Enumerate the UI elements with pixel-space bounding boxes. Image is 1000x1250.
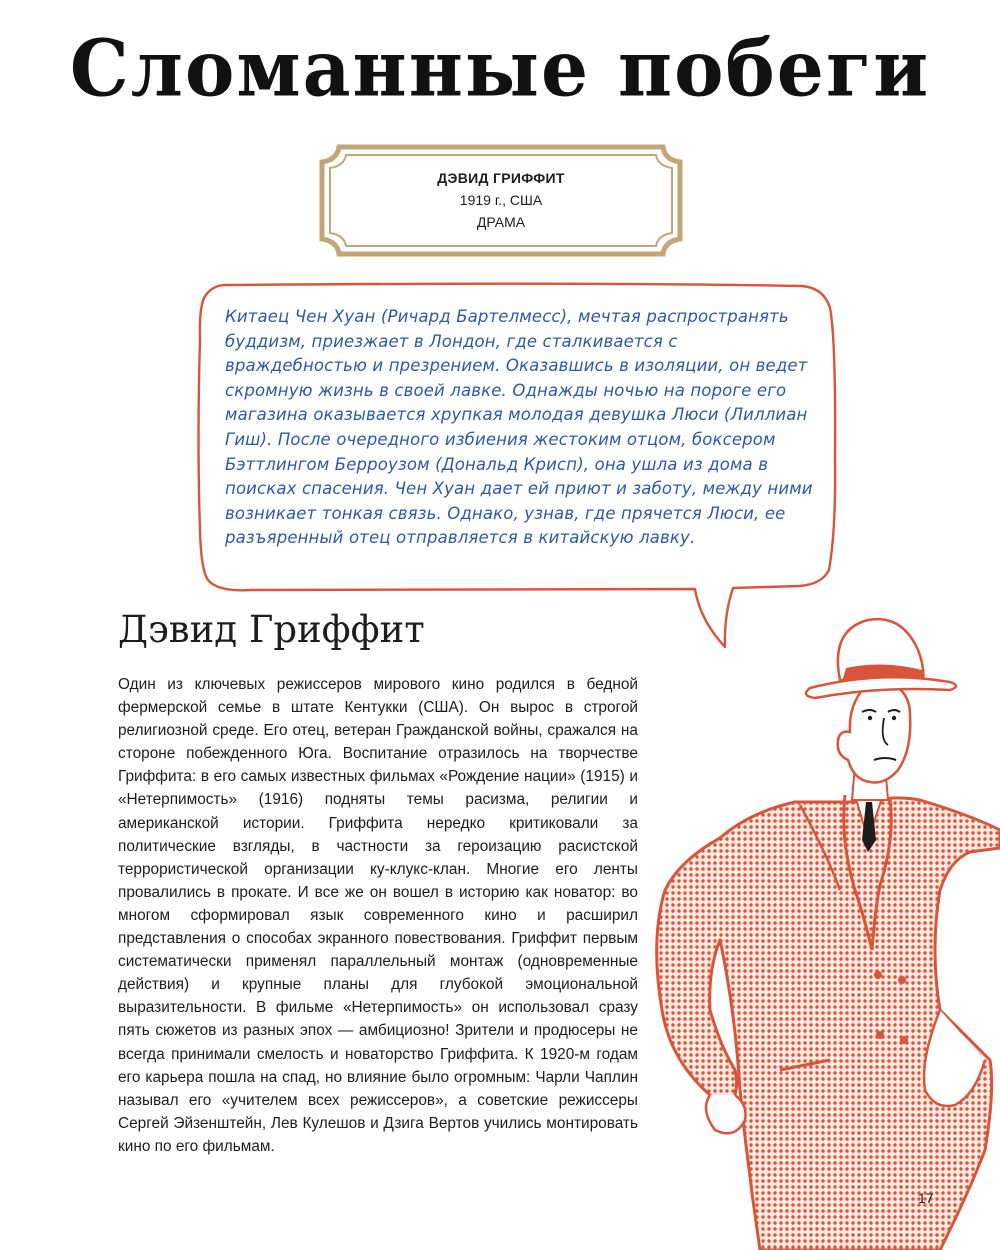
film-synopsis: Китаец Чен Хуан (Ричард Бартелмесс), мечтая распространять буддизм, приезжает в Лондон, где сталкивается с враждебностью и презрением. Оказавшись в изоляции, он ведет скромную жизнь в своей лавке. Однажды ночью на пороге его магазина оказывается хрупкая молодая девушка Люси (Лиллиан Гиш). После очередного избиения жестоким отцом, боксером Бэттлингом Берроузом (Дональд Крисп), она ушла из дома в поисках спасения. Чен Хуан дает ей приют и заботу, между ними возникает тонкая связь. Однако, узнав, где прячется Люси, ее разъяренный отец отправляется в китайскую лавку. (225, 307, 813, 548)
film-year-country: 1919 г., США (459, 192, 543, 208)
bio-heading: Дэвид Гриффит (118, 608, 425, 651)
director-portrait-illustration (640, 590, 1000, 1250)
film-info-card (319, 144, 683, 257)
film-director: ДЭВИД ГРИФФИТ (437, 170, 565, 186)
page-number: 17 (918, 1190, 934, 1206)
bio-text: Один из ключевых режиссеров мирового кино родился в бедной фермерской семье в штате Кентукки (США). Он вырос в строгой религиозной среде. Его отец, ветеран Гражданской войны, сражался на стороне побежденного Юга. Воспитание отразилось на творчестве Гриффита: в его самых известных фильмах «Рождение нации» (1915) и «Нетерпимость» (1916) подняты темы расизма, религии и американской истории. Гриффита нередко критиковали за политические взгляды, в частности за героизацию расистской террористической организации ку-клукс-клан. Многие его ленты провалились в прокате. И все же он вошел в историю как новатор: во многом сформировал язык современного кино и расширил представления о способах экранного повествования. Гриффит первым систематически применял параллельный монтаж (одновременные действия) и крупные планы для глубокой эмоциональной выразительности. В фильме «Нетерпимость» он использовал сразу пять сюжетов из разных эпох — амбициозно! Зрители и продюсеры не всегда принимали смелость и новаторство Гриффита. К 1920-м годам его карьера пошла на спад, но влияние было огромным: Чарли Чаплин называл его «учителем всех режиссеров», а советские режиссеры Сергей Эйзенштейн, Лев Кулешов и Дзига Вертов учились монтировать кино по его фильмам. (118, 676, 638, 1155)
page-title: Сломанные побеги (69, 23, 931, 115)
film-genre: ДРАМА (476, 214, 526, 230)
